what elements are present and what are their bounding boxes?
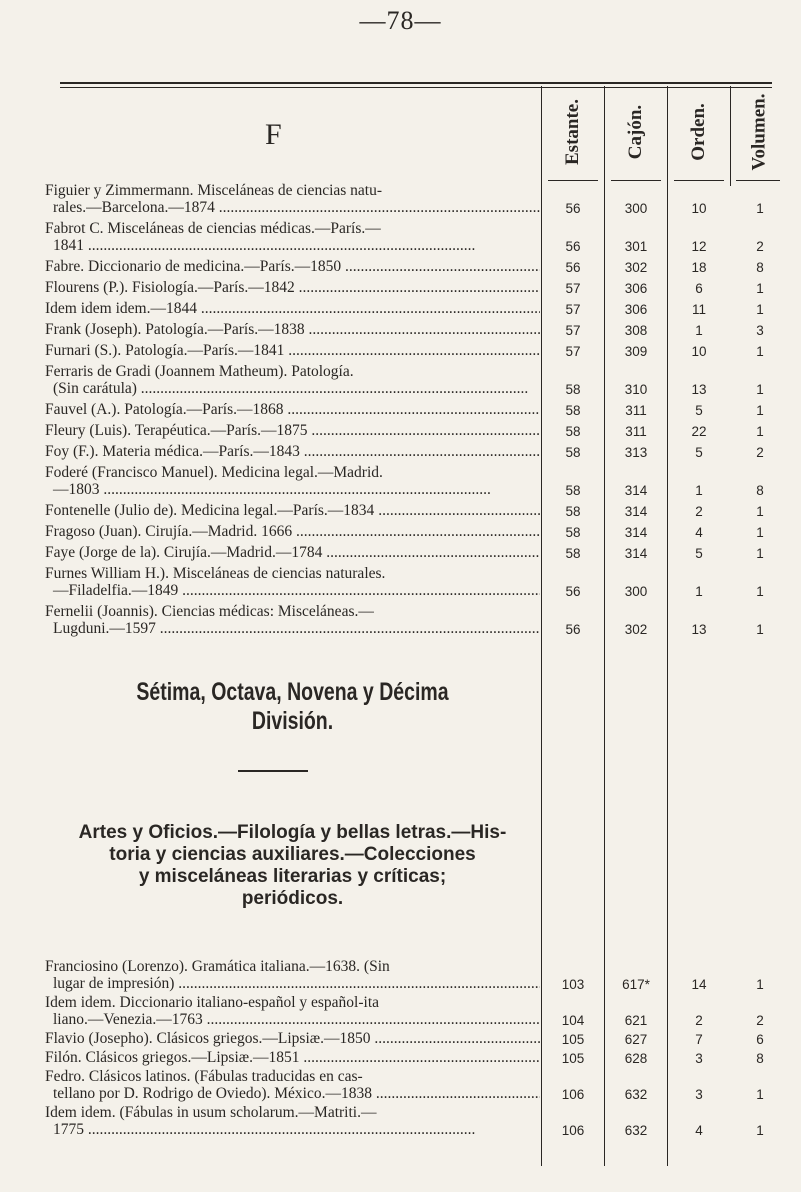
entry-text-line: Flourens (P.). Fisiología.—París.—1842 ..... <box>45 279 540 296</box>
entry-text-line: Fontenelle (Julio de). Medicina legal.—París.—1834 ..... <box>45 502 540 519</box>
catalog-entry <box>45 1030 540 1047</box>
entry-volumen: 1 <box>756 1087 764 1102</box>
entry-cajon: 301 <box>624 239 648 254</box>
section-subheading: Artes y Oficios.—Filología y bellas letras.—His- toria y ciencias auxiliares.—Colecciones y misceláneas literarias y críticas; periódicos. <box>78 822 507 909</box>
entry-estante: 58 <box>565 403 581 418</box>
entry-volumen: 2 <box>756 239 764 254</box>
entry-volumen: 2 <box>756 1013 764 1028</box>
entry-cajon: 300 <box>624 201 648 216</box>
entry-estante: 57 <box>565 344 581 359</box>
entry-estante: 106 <box>561 1087 585 1102</box>
entry-cajon: 632 <box>624 1087 648 1102</box>
entry-orden: 5 <box>695 546 703 561</box>
column-header-estante: Estante. <box>562 99 584 165</box>
entry-text-line: Idem idem. (Fábulas in usum scholarum.—Matriti.— <box>45 1104 377 1121</box>
entry-text-line: Faye (Jorge de la). Cirujía.—Madrid.—1784 ..... <box>45 544 540 561</box>
entry-estante: 57 <box>565 281 581 296</box>
entry-cajon: 627 <box>624 1032 648 1047</box>
entry-volumen: 8 <box>756 260 764 275</box>
catalog-entry <box>45 523 540 540</box>
entry-estante: 105 <box>561 1051 585 1066</box>
entry-volumen: 1 <box>756 504 764 519</box>
top-rule <box>60 82 772 84</box>
catalog-entry <box>45 401 540 418</box>
entry-orden: 6 <box>695 281 703 296</box>
entry-orden: 13 <box>691 382 707 397</box>
entry-volumen: 1 <box>756 302 764 317</box>
column-divider <box>667 86 668 1166</box>
entry-cajon: 302 <box>624 260 648 275</box>
entry-text-line: Frank (Joseph). Patología.—París.—1838 ..... <box>45 321 540 338</box>
entry-text-line: Fabrot C. Misceláneas de ciencias médicas.—París.— <box>45 220 381 237</box>
entry-text-line: tellano por D. Rodrigo de Oviedo). México.—1838 ..... <box>45 1085 540 1102</box>
header-underline <box>611 180 661 181</box>
entry-estante: 56 <box>565 239 581 254</box>
entry-text-line: Fabre. Diccionario de medicina.—París.—1850 ..... <box>45 258 540 275</box>
entry-cajon: 314 <box>624 483 648 498</box>
entry-estante: 56 <box>565 584 581 599</box>
entry-estante: 56 <box>565 260 581 275</box>
entry-estante: 104 <box>561 1013 585 1028</box>
entry-cajon: 309 <box>624 344 648 359</box>
entry-estante: 57 <box>565 302 581 317</box>
entry-text-line: 1775 ..... <box>45 1121 540 1138</box>
header-underline <box>548 180 598 181</box>
entry-orden: 10 <box>691 344 707 359</box>
entry-text-line: Lugduni.—1597 ..... <box>45 620 540 637</box>
entry-estante: 106 <box>561 1123 585 1138</box>
entry-volumen: 1 <box>756 546 764 561</box>
entry-volumen: 8 <box>756 1051 764 1066</box>
entry-text-line: Furnes William H.). Misceláneas de ciencias naturales. <box>45 565 386 582</box>
entry-orden: 4 <box>695 1123 703 1138</box>
entry-text-line: —1803 ..... <box>45 481 540 498</box>
entry-cajon: 308 <box>624 323 648 338</box>
entry-text-line: Ferraris de Gradi (Joannem Matheum). Patología. <box>45 363 354 380</box>
entry-volumen: 1 <box>756 424 764 439</box>
page-number: —78— <box>359 6 442 35</box>
entry-estante: 58 <box>565 382 581 397</box>
entry-volumen: 1 <box>756 622 764 637</box>
catalog-entry <box>45 994 540 1028</box>
entry-cajon: 314 <box>624 504 648 519</box>
entry-estante: 56 <box>565 201 581 216</box>
entry-volumen: 6 <box>756 1032 764 1047</box>
entry-cajon: 300 <box>624 584 648 599</box>
entry-text-line: 1841 ..... <box>45 237 540 254</box>
catalog-entry <box>45 300 540 317</box>
entry-text-line: —Filadelfia.—1849 ..... <box>45 582 540 599</box>
catalog-entry <box>45 258 540 275</box>
entry-text-line: Fedro. Clásicos latinos. (Fábulas traducidas en cas- <box>45 1068 363 1085</box>
entry-text-line: Fauvel (A.). Patología.—París.—1868 ..... <box>45 401 540 418</box>
catalog-entry <box>45 342 540 359</box>
entry-cajon: 310 <box>624 382 648 397</box>
entry-orden: 18 <box>691 260 707 275</box>
entry-cajon: 621 <box>624 1013 648 1028</box>
entry-orden: 3 <box>695 1051 703 1066</box>
catalog-entry <box>45 220 540 254</box>
column-divider <box>604 86 605 1166</box>
entry-volumen: 1 <box>756 403 764 418</box>
entry-orden: 12 <box>691 239 707 254</box>
entry-orden: 14 <box>691 977 707 992</box>
entry-text-line: Furnari (S.). Patología.—París.—1841 ..... <box>45 342 540 359</box>
entry-cajon: 311 <box>625 424 647 439</box>
entry-orden: 11 <box>691 302 706 317</box>
top-rule-thin <box>60 87 772 88</box>
entry-orden: 22 <box>691 424 707 439</box>
catalog-entry <box>45 1068 540 1102</box>
entry-text-line: rales.—Barcelona.—1874 ..... <box>45 199 540 216</box>
entry-orden: 10 <box>691 201 707 216</box>
catalog-entry <box>45 464 540 498</box>
catalog-entry <box>45 363 540 397</box>
entry-orden: 1 <box>695 584 703 599</box>
entry-volumen: 1 <box>756 525 764 540</box>
entry-text-line: (Sin carátula) ..... <box>45 380 540 397</box>
catalog-entry <box>45 958 540 992</box>
entry-volumen: 1 <box>756 281 764 296</box>
entry-orden: 7 <box>695 1032 703 1047</box>
column-header-cajon: Cajón. <box>625 104 646 160</box>
column-divider <box>730 86 731 186</box>
entry-volumen: 2 <box>756 445 764 460</box>
entry-volumen: 8 <box>756 483 764 498</box>
catalog-entry <box>45 321 540 338</box>
entry-volumen: 1 <box>756 1123 764 1138</box>
column-header-orden: Orden. <box>688 103 709 161</box>
divider-rule <box>238 770 308 772</box>
entry-text-line: Figuier y Zimmermann. Misceláneas de ciencias natu- <box>45 182 383 199</box>
entry-estante: 58 <box>565 504 581 519</box>
entry-estante: 56 <box>565 622 581 637</box>
entry-orden: 13 <box>691 622 707 637</box>
entry-estante: 58 <box>565 483 581 498</box>
entry-cajon: 628 <box>624 1051 648 1066</box>
entry-orden: 1 <box>695 483 703 498</box>
entry-text-line: Foderé (Francisco Manuel). Medicina legal.—Madrid. <box>45 464 383 481</box>
entry-volumen: 1 <box>756 344 764 359</box>
entry-cajon: 302 <box>624 622 648 637</box>
entry-cajon: 306 <box>624 281 648 296</box>
catalog-entry <box>45 182 540 216</box>
catalog-entry <box>45 1104 540 1138</box>
entry-orden: 4 <box>695 525 703 540</box>
entry-estante: 58 <box>565 445 581 460</box>
entry-volumen: 1 <box>756 977 764 992</box>
entry-text-line: Fleury (Luis). Terapéutica.—París.—1875 ..... <box>45 422 540 439</box>
entry-text-line: Filón. Clásicos griegos.—Lipsiæ.—1851 ..... <box>45 1049 540 1066</box>
entry-estante: 105 <box>561 1032 585 1047</box>
entry-orden: 1 <box>695 323 703 338</box>
entry-volumen: 1 <box>756 201 764 216</box>
entry-text-line: Foy (F.). Materia médica.—París.—1843 ..... <box>45 443 540 460</box>
entry-text-line: Franciosino (Lorenzo). Gramática italiana.—1638. (Sin <box>45 958 390 975</box>
catalog-entry <box>45 565 540 599</box>
section-letter: F <box>265 118 282 151</box>
entry-orden: 5 <box>695 403 703 418</box>
catalog-entry <box>45 279 540 296</box>
entry-text-line: Fragoso (Juan). Cirujía.—Madrid. 1666 ..... <box>45 523 540 540</box>
entry-volumen: 3 <box>756 323 764 338</box>
entry-orden: 2 <box>695 504 703 519</box>
catalog-entry <box>45 422 540 439</box>
entry-estante: 58 <box>565 525 581 540</box>
catalog-entry <box>45 544 540 561</box>
entry-estante: 58 <box>565 424 581 439</box>
catalog-entry <box>45 603 540 637</box>
entry-text-line: Flavio (Josepho). Clásicos griegos.—Lipsiæ.—1850 ..... <box>45 1030 540 1047</box>
entry-cajon: 314 <box>624 546 648 561</box>
entry-cajon: 306 <box>624 302 648 317</box>
catalog-entry <box>45 1049 540 1066</box>
entry-cajon: 311 <box>625 403 647 418</box>
entry-text-line: liano.—Venezia.—1763 ..... <box>45 1011 540 1028</box>
entry-text-line: Idem idem. Diccionario italiano-español y español-ita <box>45 994 379 1011</box>
catalog-entry <box>45 443 540 460</box>
entry-volumen: 1 <box>756 382 764 397</box>
entry-estante: 103 <box>561 977 585 992</box>
entry-cajon: 313 <box>624 445 648 460</box>
entry-text-line: lugar de impresión) ..... <box>45 975 540 992</box>
entry-cajon: 632 <box>624 1123 648 1138</box>
entry-orden: 2 <box>695 1013 703 1028</box>
entry-orden: 5 <box>695 445 703 460</box>
catalog-entry <box>45 502 540 519</box>
entry-text-line: Fernelii (Joannis). Ciencias médicas: Misceláneas.— <box>45 603 374 620</box>
entry-estante: 57 <box>565 323 581 338</box>
column-header-volumen: Volumen. <box>748 93 769 171</box>
entry-cajon: 314 <box>624 525 648 540</box>
entry-estante: 58 <box>565 546 581 561</box>
entry-cajon: 617* <box>622 977 650 992</box>
column-divider <box>541 86 542 1166</box>
entry-text-line: Idem idem idem.—1844 ..... <box>45 300 540 317</box>
division-heading: Sétima, Octava, Novena y Décima División. <box>136 678 449 735</box>
header-underline <box>674 180 724 181</box>
header-underline <box>736 180 780 181</box>
entry-volumen: 1 <box>756 584 764 599</box>
entry-orden: 3 <box>695 1087 703 1102</box>
